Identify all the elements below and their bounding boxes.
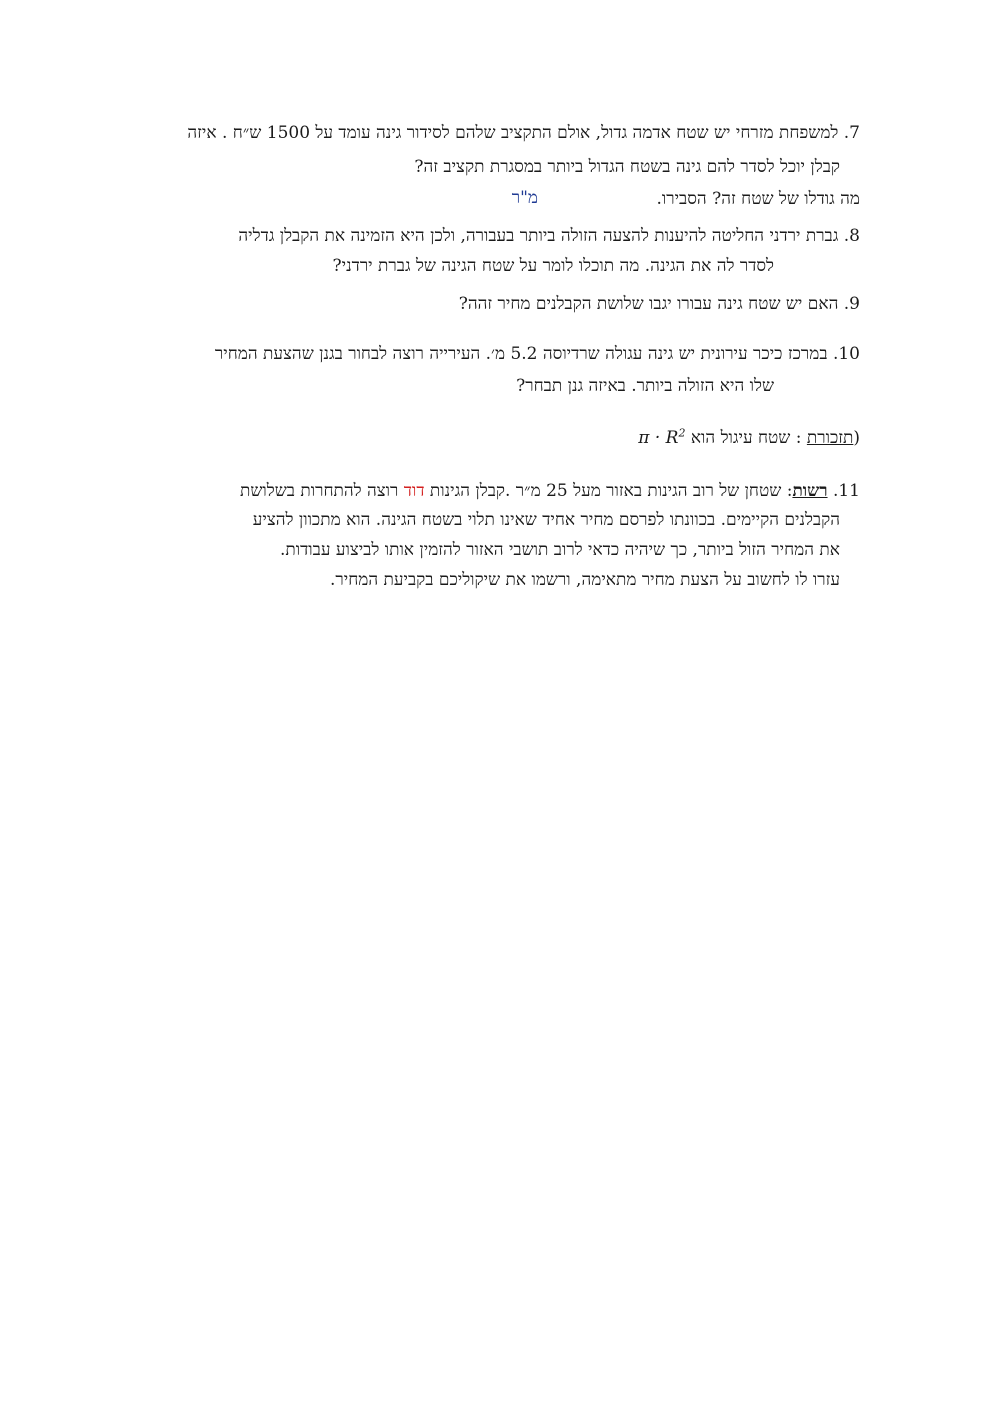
q11-line-1 bbox=[240, 479, 860, 503]
q11-line-2: הקבלנים הקיימים. בכוונתו לפרסם מחיר אחיד שאינו תלוי בשטח הגינה. הוא מתכוון להציע bbox=[252, 510, 840, 530]
circle-area-formula: $\pi \cdot R^2$ bbox=[638, 426, 686, 448]
q8-line-2: לסדר לה את הגינה. מה תוכלו לומר על שטח הגינה של גברת ירדני? bbox=[332, 256, 774, 276]
reminder-text: : שטח עיגול הוא bbox=[690, 428, 802, 448]
contractor-name: דוד bbox=[403, 481, 425, 501]
q7-line-3 bbox=[656, 187, 860, 211]
q8-line-1: 8. גברת ירדני החליטה להיענות להצעה הזולה ביותר בעבורה, ולכן היא הזמינה את הקבלן גדליה bbox=[238, 226, 860, 246]
q11-line-4: עזרו לו לחשוב על הצעת מחיר מתאימה, ורשמו את שיקוליכם בקביעת המחיר. bbox=[329, 570, 840, 590]
q7-answer-unit: מ"ר bbox=[511, 188, 538, 208]
q11-label: רשות bbox=[792, 481, 828, 501]
q9-line-1: 9. האם יש שטח גינה עבורו יגבו שלושת הקבלנים מחיר זהה? bbox=[458, 294, 860, 314]
q11-text-a: : שטחן של רוב הגינות באזור מעל 25 מ״ר .קבלן הגינות bbox=[429, 481, 793, 501]
reminder-label: תזכורת bbox=[806, 428, 854, 448]
q7-question-text: מה גודלו של שטח זה? הסבירו. bbox=[656, 189, 860, 209]
q7-line-2: קבלן יוכל לסדר להם גינה בשטח הגדול ביותר במסגרת תקציב זה? bbox=[414, 157, 840, 177]
q11-number: 11. bbox=[832, 481, 860, 501]
reminder-line bbox=[638, 426, 860, 450]
q7-line-1: 7. למשפחת מזרחי יש שטח אדמה גדול, אולם התקציב שלהם לסידור גינה עומד על 1500 ש״ח . איזה bbox=[187, 123, 860, 143]
q10-line-1: 10. במרכז כיכר עירונית יש גינה עגולה שרדיוסה 5.2 מ׳. העירייה רוצה לבחור בגנן שהצעת המחיר bbox=[214, 344, 860, 364]
q11-line-3: את המחיר הזול ביותר, כך שיהיה כדאי לרוב תושבי האזור להזמין אותו לביצוע עבודות. bbox=[279, 540, 840, 560]
q11-text-b: רוצה להתחרות בשלושת bbox=[240, 481, 399, 501]
q10-line-2: שלו היא הזולה ביותר. באיזה גנן תבחר? bbox=[516, 376, 774, 396]
reminder-open-paren: ( bbox=[853, 428, 860, 448]
